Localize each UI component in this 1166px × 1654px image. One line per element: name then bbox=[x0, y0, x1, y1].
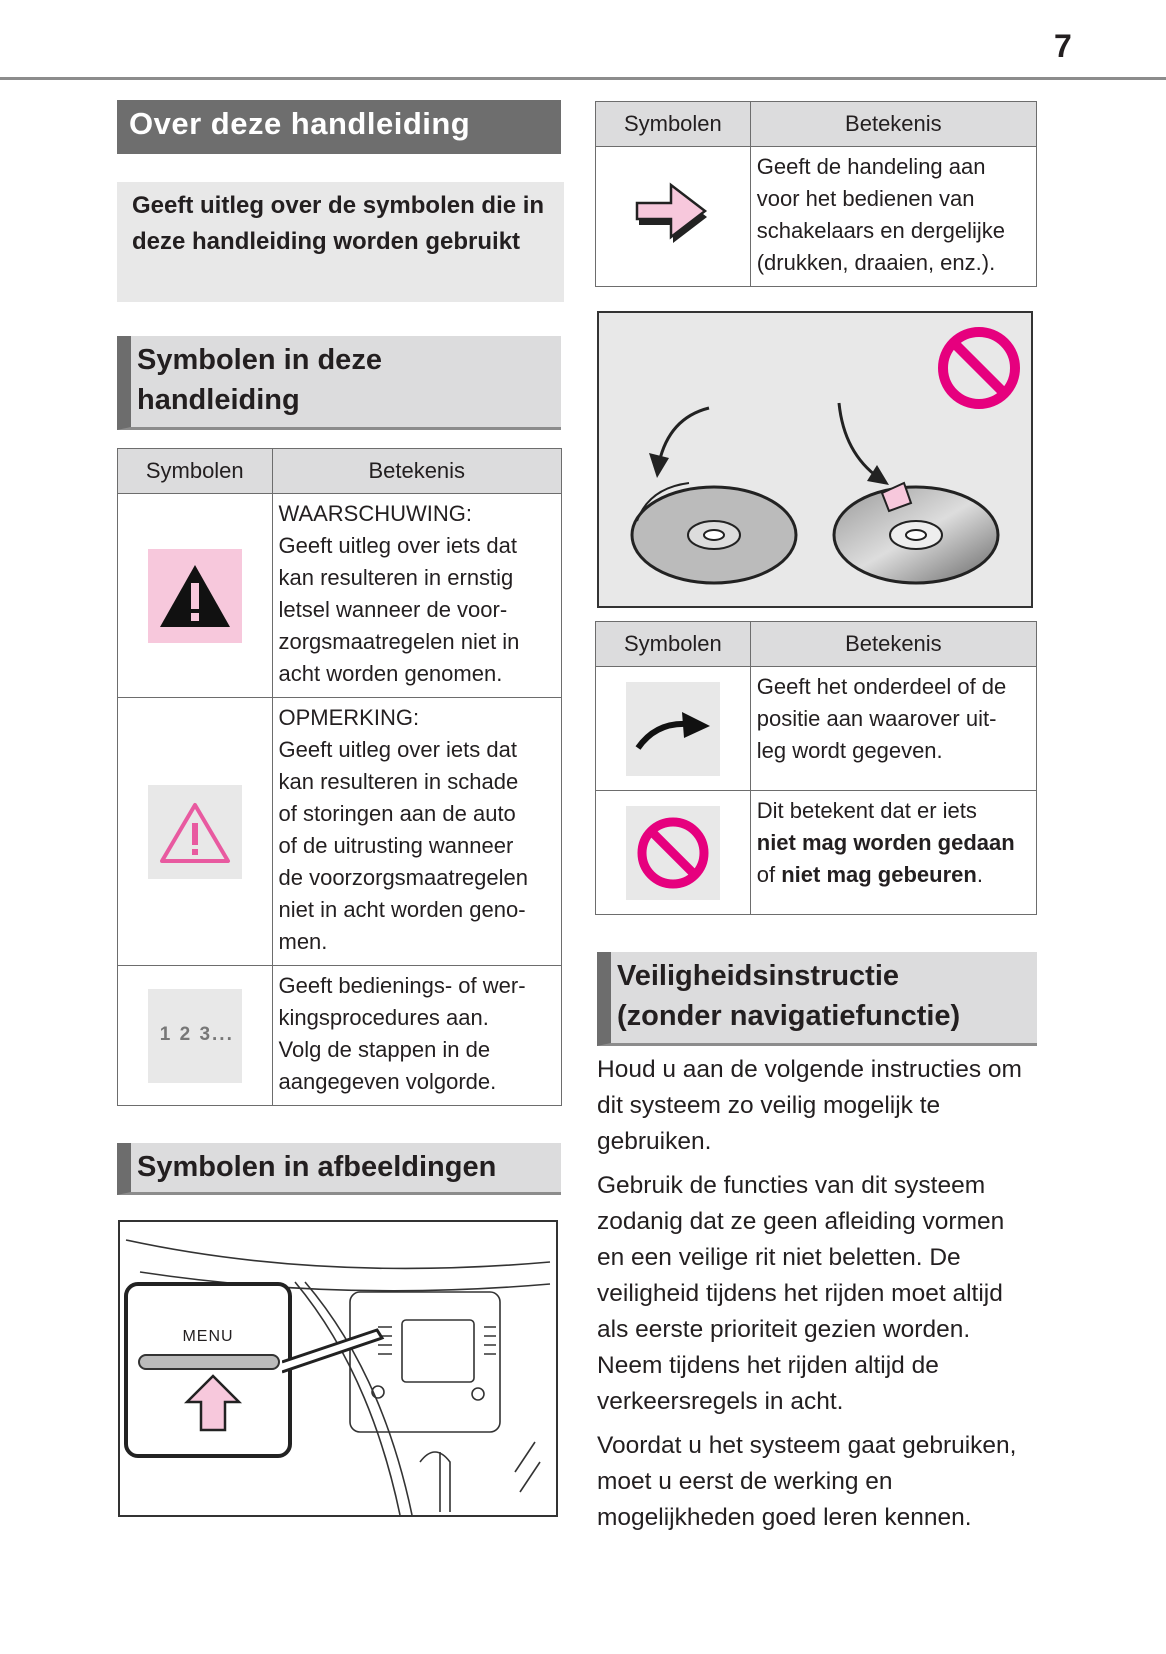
paragraph: Houd u aan de volgende instructies om dit systeem zo veilig mogelijk te gebruiken. bbox=[597, 1056, 1022, 1155]
row-text: Geeft de handeling aan bbox=[756, 154, 986, 179]
section-heading-symbols-images: Symbolen in afbeeldingen bbox=[117, 1143, 561, 1195]
section-heading-line1: Veiligheidsinstructie bbox=[617, 960, 900, 992]
row-text: of bbox=[756, 862, 782, 887]
row-text: kan resulteren in ernstig bbox=[278, 565, 514, 590]
row-text: WAARSCHUWING: bbox=[278, 501, 473, 526]
page-number: 7 bbox=[1054, 28, 1072, 64]
section-heading-line1: Symbolen in deze bbox=[137, 344, 382, 376]
menu-callout bbox=[124, 1282, 292, 1458]
row-text: OPMERKING: bbox=[278, 705, 420, 730]
row-text: letsel wanneer de voor- bbox=[278, 597, 508, 622]
section-heading-safety bbox=[597, 952, 1037, 1046]
col-header-meaning: Betekenis bbox=[750, 102, 1036, 147]
caution-triangle-icon bbox=[148, 785, 242, 879]
col-header-symbols: Symbolen bbox=[596, 102, 751, 147]
operation-arrow-icon bbox=[633, 177, 713, 247]
dashboard-illustration bbox=[118, 1220, 558, 1517]
row-text: Geeft bedienings- of wer- bbox=[278, 973, 526, 998]
row-text: of de uitrusting wanneer bbox=[278, 833, 514, 858]
col-header-meaning: Betekenis bbox=[272, 449, 562, 494]
row-text-bold: niet mag worden gedaan bbox=[756, 830, 1015, 855]
paragraph: Voordat u het systeem gaat gebruiken, moet u eerst de werking en mogelijkheden goed leren kennen. bbox=[597, 1432, 1017, 1531]
intro-box: Geeft uitleg over de symbolen die in deze handleiding worden gebruikt bbox=[117, 182, 564, 302]
chapter-title: Over deze handleiding bbox=[117, 100, 561, 154]
row-text: men. bbox=[278, 929, 328, 954]
symbols-table bbox=[117, 448, 562, 1106]
row-text: Volg de stappen in de bbox=[278, 1037, 491, 1062]
row-text: zorgsmaatregelen niet in bbox=[278, 629, 520, 654]
row-text: Geeft uitleg over iets dat bbox=[278, 533, 517, 558]
operation-symbol-table bbox=[595, 101, 1037, 287]
cd-drawing bbox=[599, 313, 1031, 606]
row-text: leg wordt gegeven. bbox=[756, 738, 943, 763]
section-heading-symbols-manual bbox=[117, 336, 561, 430]
row-text: de voorzorgsmaatregelen bbox=[278, 865, 528, 890]
table-row bbox=[118, 698, 562, 966]
row-text: of storingen aan de auto bbox=[278, 801, 516, 826]
row-text: niet in acht worden geno- bbox=[278, 897, 526, 922]
table-row bbox=[596, 667, 1037, 791]
pointer-arrow-icon bbox=[626, 682, 720, 776]
illustration-symbol-table bbox=[595, 621, 1037, 915]
row-text: . bbox=[976, 862, 983, 887]
warning-triangle-icon bbox=[148, 549, 242, 643]
row-text: Geeft uitleg over iets dat bbox=[278, 737, 517, 762]
row-text-bold: niet mag gebeuren bbox=[781, 862, 977, 887]
row-text: kan resulteren in schade bbox=[278, 769, 519, 794]
section-heading-line2: (zonder navigatiefunctie) bbox=[617, 1000, 961, 1032]
header-rule bbox=[0, 77, 1166, 80]
menu-button-icon bbox=[138, 1354, 280, 1370]
row-text: kingsprocedures aan. bbox=[278, 1005, 489, 1030]
menu-label: MENU bbox=[182, 1328, 234, 1345]
safety-body-text bbox=[597, 1052, 1037, 1544]
row-text: Geeft het onderdeel of de bbox=[756, 674, 1007, 699]
row-text-mixed bbox=[757, 859, 1030, 891]
push-arrow-icon bbox=[183, 1374, 243, 1434]
prohibited-icon bbox=[626, 806, 720, 900]
row-text: acht worden genomen. bbox=[278, 661, 503, 686]
callout-pointer bbox=[282, 1322, 402, 1382]
row-text: Dit betekent dat er iets bbox=[756, 798, 977, 823]
col-header-symbols: Symbolen bbox=[596, 622, 751, 667]
col-header-meaning: Betekenis bbox=[750, 622, 1036, 667]
row-text: (drukken, draaien, enz.). bbox=[756, 250, 996, 275]
row-text: positie aan waarover uit- bbox=[756, 706, 997, 731]
paragraph: Gebruik de functies van dit systeem zodanig dat ze geen afleiding vormen en een veilige rit niet beletten. De veiligheid tijdens het rijden moet altijd als eerste prioriteit gezien worden. Neem tijdens het rijden altijd de verkeersregels in acht. bbox=[597, 1172, 1005, 1415]
steps-icon-label: 1 2 3... bbox=[159, 1023, 234, 1045]
row-text: voor het bedienen van bbox=[756, 186, 975, 211]
table-row bbox=[596, 147, 1037, 287]
row-text: schakelaars en dergelijke bbox=[756, 218, 1005, 243]
steps-icon bbox=[148, 989, 242, 1083]
section-heading-line2: handleiding bbox=[137, 384, 300, 416]
cd-illustration bbox=[597, 311, 1033, 608]
row-text: aangegeven volgorde. bbox=[278, 1069, 497, 1094]
table-row bbox=[118, 966, 562, 1106]
table-row bbox=[596, 791, 1037, 915]
table-row bbox=[118, 494, 562, 698]
col-header-symbols: Symbolen bbox=[118, 449, 273, 494]
